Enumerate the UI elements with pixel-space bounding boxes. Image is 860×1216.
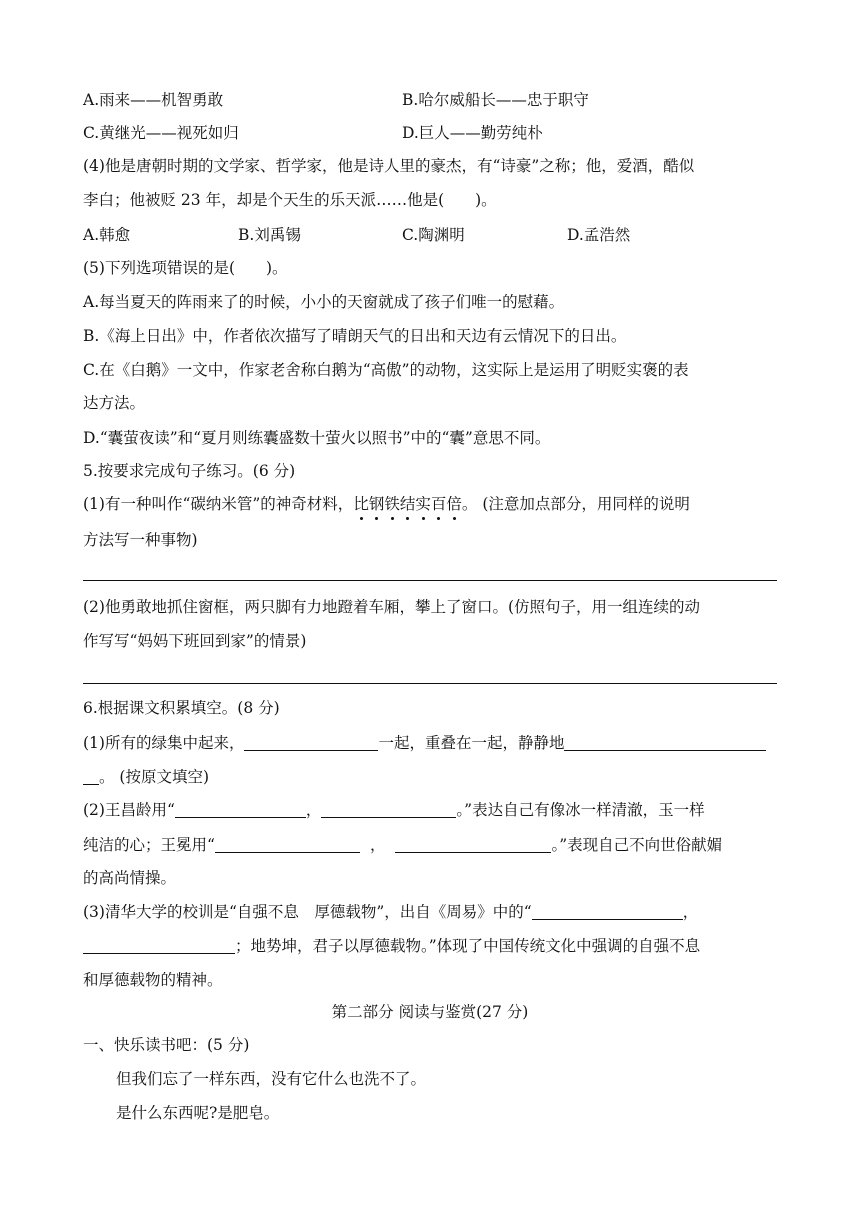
reading-paragraph-1: 但我们忘了一样东西，没有它什么也洗不了。 <box>116 1070 427 1088</box>
text: 。”表达自己有像冰一样清澈，玉一样 <box>456 801 705 819</box>
part2-heading: 第二部分 阅读与鉴赏(27 分) <box>331 1003 529 1021</box>
q5-option-d: D.“囊萤夜读”和“夏月则练囊盛数十萤火以照书”中的“囊”意思不同。 <box>83 429 551 447</box>
section6-title: 6.根据课文积累填空。(8 分) <box>83 699 280 717</box>
dotted-char: 钢 <box>368 495 385 513</box>
q4-stem-line2: 李白；他被贬 23 年，却是个天生的乐天派……他是( )。 <box>83 191 497 209</box>
q4-option-c: C.陶渊明 <box>402 226 465 244</box>
dotted-char: 结 <box>399 495 416 513</box>
dotted-char: 实 <box>415 495 431 513</box>
text: 一起，重叠在一起，静静地 <box>378 734 565 752</box>
section5-item1-prefix: (1)有一种叫作“碳纳米管”的神奇材料， <box>83 495 354 513</box>
blank[interactable] <box>532 903 683 920</box>
section6-item2-line3: 的高尚情操。 <box>83 869 177 887</box>
blank[interactable] <box>215 836 360 853</box>
q3-option-d: D.巨人——勤劳纯朴 <box>402 124 543 142</box>
blank[interactable] <box>321 801 456 818</box>
section5-item1-line2: 方法写一种事物) <box>83 531 198 549</box>
q5-option-c-line2: 达方法。 <box>83 394 146 412</box>
blank[interactable] <box>395 836 551 853</box>
text: (2)王昌龄用“ <box>83 801 175 819</box>
text: (1)所有的绿集中起来， <box>83 734 245 752</box>
q5-stem: (5)下列选项错误的是( )。 <box>83 259 288 277</box>
text: 。 (按原文填空) <box>99 768 210 786</box>
part2-subsection-title: 一、快乐读书吧：(5 分) <box>83 1036 250 1054</box>
section5-item1-suffix: 。 (注意加点部分，用同样的说明 <box>461 495 690 513</box>
q3-option-c: C.黄继光——视死如归 <box>83 124 239 142</box>
text: (3)清华大学的校训是“自强不息 厚德载物”，出自《周易》中的“ <box>83 903 532 921</box>
answer-line-2[interactable] <box>83 683 777 684</box>
text: ， <box>305 801 322 819</box>
text: ， <box>369 836 386 854</box>
q4-option-b: B.刘禹锡 <box>238 226 301 244</box>
section5-item1-line1 <box>83 494 690 514</box>
q3-option-b: B.哈尔威船长——忠于职守 <box>402 91 589 109</box>
dotted-char: 百 <box>430 495 447 513</box>
blank[interactable] <box>244 734 378 751</box>
q5-option-c-line1: C.在《白鹅》一文中，作家老舍称白鹅为“高傲”的动物，这实际上是运用了明贬实褒的表 <box>83 361 689 379</box>
section5-item2-line1: (2)他勇敢地抓住窗框，两只脚有力地蹬着车厢，攀上了窗口。(仿照句子，用一组连续的动 <box>83 598 701 616</box>
blank[interactable] <box>83 768 99 785</box>
section6-item1-line2 <box>83 767 209 787</box>
text: 。”表现自己不向世俗献媚 <box>551 836 723 854</box>
section6-item3-line2 <box>83 936 700 956</box>
dotted-char: 倍 <box>446 495 462 513</box>
section6-item3-line3: 和厚德载物的精神。 <box>83 971 223 989</box>
q5-option-a: A.每当夏天的阵雨来了的时候，小小的天窗就成了孩子们唯一的慰藉。 <box>83 293 565 311</box>
q5-option-b: B.《海上日出》中，作者依次描写了晴朗天气的日出和天边有云情况下的日出。 <box>83 327 627 345</box>
section6-item2-line1 <box>83 800 705 820</box>
q3-option-a: A.雨来——机智勇敢 <box>83 91 224 109</box>
blank[interactable] <box>564 734 766 751</box>
q4-stem-line1: (4)他是唐朝时期的文学家、哲学家，他是诗人里的豪杰，有“诗豪”之称；他，爱酒，酷似 <box>83 157 695 175</box>
dotted-char: 比 <box>353 495 369 513</box>
blank[interactable] <box>175 801 306 818</box>
reading-paragraph-2: 是什么东西呢?是肥皂。 <box>116 1104 280 1122</box>
section5-title: 5.按要求完成句子练习。(6 分) <box>83 462 296 480</box>
section6-item1-line1 <box>83 733 766 753</box>
text: ， <box>682 903 699 921</box>
section6-item3-line1 <box>83 902 698 922</box>
answer-line-1[interactable] <box>83 580 777 581</box>
q4-option-a: A.韩愈 <box>83 226 131 244</box>
text: 纯洁的心；王冕用“ <box>83 836 215 854</box>
section6-item2-line2 <box>83 835 722 855</box>
blank[interactable] <box>83 937 235 954</box>
text: ；地势坤，君子以厚德载物。”体现了中国传统文化中强调的自强不息 <box>235 937 701 955</box>
section5-item2-line2: 作写写“妈妈下班回到家”的情景) <box>83 632 307 650</box>
q4-option-d: D.孟浩然 <box>567 226 631 244</box>
dotted-char: 铁 <box>384 495 400 513</box>
